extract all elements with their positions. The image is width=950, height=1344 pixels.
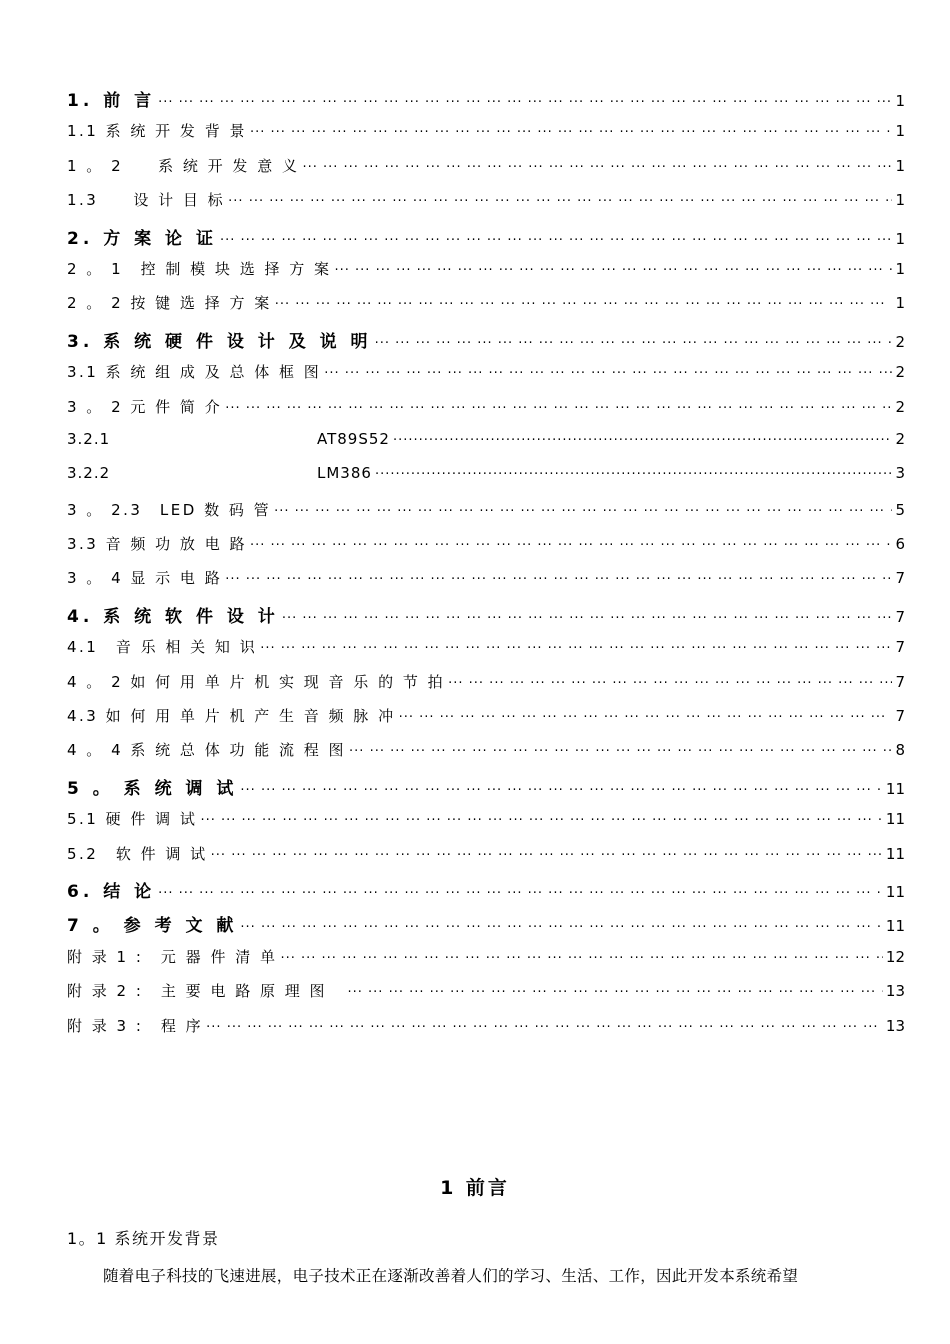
toc-page-number: 1 bbox=[895, 156, 905, 175]
toc-entry[interactable] bbox=[67, 705, 905, 739]
toc-entry[interactable] bbox=[67, 396, 905, 430]
toc-leader-dots bbox=[349, 744, 892, 759]
toc-leader-dots bbox=[225, 572, 892, 587]
toc-entry[interactable] bbox=[67, 258, 905, 292]
toc-page-number: 11 bbox=[885, 810, 905, 829]
toc-page-number: 2 bbox=[895, 397, 905, 416]
toc-leader-dots bbox=[335, 263, 893, 278]
toc-page-number: 11 bbox=[885, 917, 905, 936]
toc-leader-dots bbox=[324, 366, 892, 381]
table-of-contents bbox=[67, 86, 905, 1049]
toc-leader-dots bbox=[393, 433, 892, 448]
toc-leader-dots bbox=[225, 401, 892, 416]
chapter-title: 1 前言 bbox=[440, 1177, 510, 1199]
toc-entry-label: 4. 系 统 软 件 设 计 bbox=[67, 606, 279, 627]
toc-entry-label: 1.3 设 计 目 标 bbox=[67, 191, 226, 210]
toc-entry[interactable] bbox=[67, 86, 905, 120]
toc-entry-label bbox=[67, 464, 372, 482]
toc-entry-label: 3. 系 统 硬 件 设 计 及 说 明 bbox=[67, 331, 372, 352]
toc-entry-label: 4.1 音 乐 相 关 知 识 bbox=[67, 638, 258, 657]
toc-leader-dots bbox=[200, 813, 882, 828]
toc-entry[interactable] bbox=[67, 602, 905, 636]
toc-page-number: 1 bbox=[895, 294, 905, 313]
toc-entry[interactable] bbox=[67, 292, 905, 326]
toc-page-number: 7 bbox=[895, 707, 905, 726]
toc-entry[interactable] bbox=[67, 189, 905, 223]
toc-entry[interactable] bbox=[67, 430, 905, 464]
toc-leader-dots bbox=[206, 1020, 883, 1035]
toc-entry-label: 1. 前 言 bbox=[67, 91, 156, 111]
toc-entry-number: 3.2.2 bbox=[67, 464, 111, 483]
toc-page-number: 3 bbox=[895, 464, 905, 483]
toc-entry-title: LM386 bbox=[317, 464, 372, 483]
toc-entry[interactable] bbox=[67, 224, 905, 258]
toc-leader-dots bbox=[275, 297, 893, 312]
toc-entry-label: 4 。 2 如 何 用 单 片 机 实 现 音 乐 的 节 拍 bbox=[67, 672, 446, 691]
toc-entry-label: 4 。 4 系 统 总 体 功 能 流 程 图 bbox=[67, 741, 347, 760]
toc-entry[interactable] bbox=[67, 911, 905, 945]
toc-entry-label: 附 录 1 : 元 器 件 清 单 bbox=[67, 947, 278, 966]
toc-page-number: 2 bbox=[895, 363, 905, 382]
toc-leader-dots bbox=[448, 676, 892, 691]
toc-page-number: 7 bbox=[895, 607, 905, 626]
toc-entry-label: 2 。 1 控 制 模 块 选 择 方 案 bbox=[67, 259, 332, 278]
toc-page-number: 12 bbox=[885, 947, 905, 966]
toc-entry-label: 7 。 参 考 文 献 bbox=[67, 916, 238, 937]
toc-entry[interactable] bbox=[67, 774, 905, 808]
toc-page-number: 8 bbox=[895, 741, 905, 760]
toc-entry[interactable] bbox=[67, 636, 905, 670]
toc-entry[interactable] bbox=[67, 120, 905, 154]
toc-leader-dots bbox=[250, 538, 892, 553]
toc-page-number: 1 bbox=[895, 229, 905, 248]
toc-entry-label: 5 。 系 统 调 试 bbox=[67, 778, 238, 799]
toc-entry[interactable] bbox=[67, 671, 905, 705]
toc-entry-label: 1.1 系 统 开 发 背 景 bbox=[67, 122, 247, 141]
toc-leader-dots bbox=[302, 160, 892, 175]
toc-entry-label: 5.1 硬 件 调 试 bbox=[67, 810, 198, 829]
toc-leader-dots bbox=[250, 125, 892, 140]
toc-entry[interactable] bbox=[67, 808, 905, 842]
toc-entry-number: 3.2.1 bbox=[67, 429, 111, 448]
toc-leader-dots bbox=[282, 611, 893, 626]
toc-entry-label: 附 录 3 : 程 序 bbox=[67, 1016, 204, 1035]
toc-entry-label: 6. 结 论 bbox=[67, 881, 156, 902]
toc-entry-label: 1 。 2 系 统 开 发 意 义 bbox=[67, 156, 300, 175]
toc-page-number: 1 bbox=[895, 92, 905, 110]
toc-leader-dots bbox=[375, 467, 893, 482]
toc-leader-dots bbox=[399, 710, 893, 725]
toc-entry-label: 3.1 系 统 组 成 及 总 体 框 图 bbox=[67, 363, 322, 382]
toc-entry[interactable] bbox=[67, 843, 905, 877]
toc-entry[interactable] bbox=[67, 464, 905, 498]
toc-leader-dots bbox=[158, 95, 892, 110]
toc-entry-label: 5.2 软 件 调 试 bbox=[67, 844, 208, 863]
toc-entry-label: 3 。 2 元 件 简 介 bbox=[67, 397, 223, 416]
toc-entry[interactable] bbox=[67, 327, 905, 361]
toc-entry-label: 2. 方 案 论 证 bbox=[67, 228, 217, 249]
toc-entry[interactable] bbox=[67, 155, 905, 189]
toc-page-number: 2 bbox=[895, 332, 905, 351]
body-paragraph: 随着电子科技的飞速进展，电子技术正在逐渐改善着人们的学习、生活、工作，因此开发本系统希望 bbox=[103, 1267, 799, 1285]
toc-page-number: 11 bbox=[885, 882, 905, 901]
toc-page-number: 7 bbox=[895, 672, 905, 691]
toc-page-number: 7 bbox=[895, 569, 905, 588]
toc-page-number: 1 bbox=[895, 259, 905, 278]
toc-page-number: 1 bbox=[895, 122, 905, 141]
toc-leader-dots bbox=[240, 920, 882, 935]
toc-leader-dots bbox=[274, 504, 892, 519]
toc-page-number: 13 bbox=[885, 1016, 905, 1035]
toc-entry[interactable] bbox=[67, 739, 905, 773]
toc-leader-dots bbox=[211, 848, 883, 863]
toc-entry-label: 2 。 2 按 键 选 择 方 案 bbox=[67, 294, 272, 313]
toc-leader-dots bbox=[375, 336, 893, 351]
toc-entry[interactable] bbox=[67, 1015, 905, 1049]
toc-page-number: 6 bbox=[895, 535, 905, 554]
toc-leader-dots bbox=[280, 951, 882, 966]
toc-leader-dots bbox=[220, 233, 892, 248]
toc-entry[interactable] bbox=[67, 361, 905, 395]
toc-leader-dots bbox=[348, 985, 883, 1000]
toc-entry[interactable] bbox=[67, 499, 905, 533]
toc-entry[interactable] bbox=[67, 533, 905, 567]
section-heading: 1。1 系统开发背景 bbox=[67, 1229, 220, 1248]
toc-leader-dots bbox=[158, 886, 883, 901]
toc-page-number: 7 bbox=[895, 638, 905, 657]
toc-entry-label: 4.3 如 何 用 单 片 机 产 生 音 频 脉 冲 bbox=[67, 707, 396, 726]
toc-page-number: 5 bbox=[895, 500, 905, 519]
toc-entry[interactable] bbox=[67, 980, 905, 1014]
toc-page-number: 13 bbox=[885, 982, 905, 1001]
toc-page-number: 11 bbox=[885, 779, 905, 798]
toc-entry-title: AT89S52 bbox=[317, 429, 390, 448]
toc-entry-label: 3 。 4 显 示 电 路 bbox=[67, 569, 223, 588]
toc-leader-dots bbox=[260, 641, 892, 656]
toc-leader-dots bbox=[240, 783, 882, 798]
toc-page-number: 1 bbox=[895, 191, 905, 210]
toc-entry-label: 附 录 2 : 主 要 电 路 原 理 图 bbox=[67, 982, 345, 1001]
toc-entry-label: 3 。 2.3 LED 数 码 管 bbox=[67, 500, 272, 519]
toc-entry[interactable] bbox=[67, 877, 905, 911]
toc-page-number: 2 bbox=[895, 429, 905, 448]
toc-entry-label: 3.3 音 频 功 放 电 路 bbox=[67, 535, 247, 554]
toc-entry[interactable] bbox=[67, 946, 905, 980]
toc-page-number: 11 bbox=[885, 844, 905, 863]
toc-entry[interactable] bbox=[67, 567, 905, 601]
toc-leader-dots bbox=[228, 194, 892, 209]
toc-entry-label bbox=[67, 430, 390, 448]
